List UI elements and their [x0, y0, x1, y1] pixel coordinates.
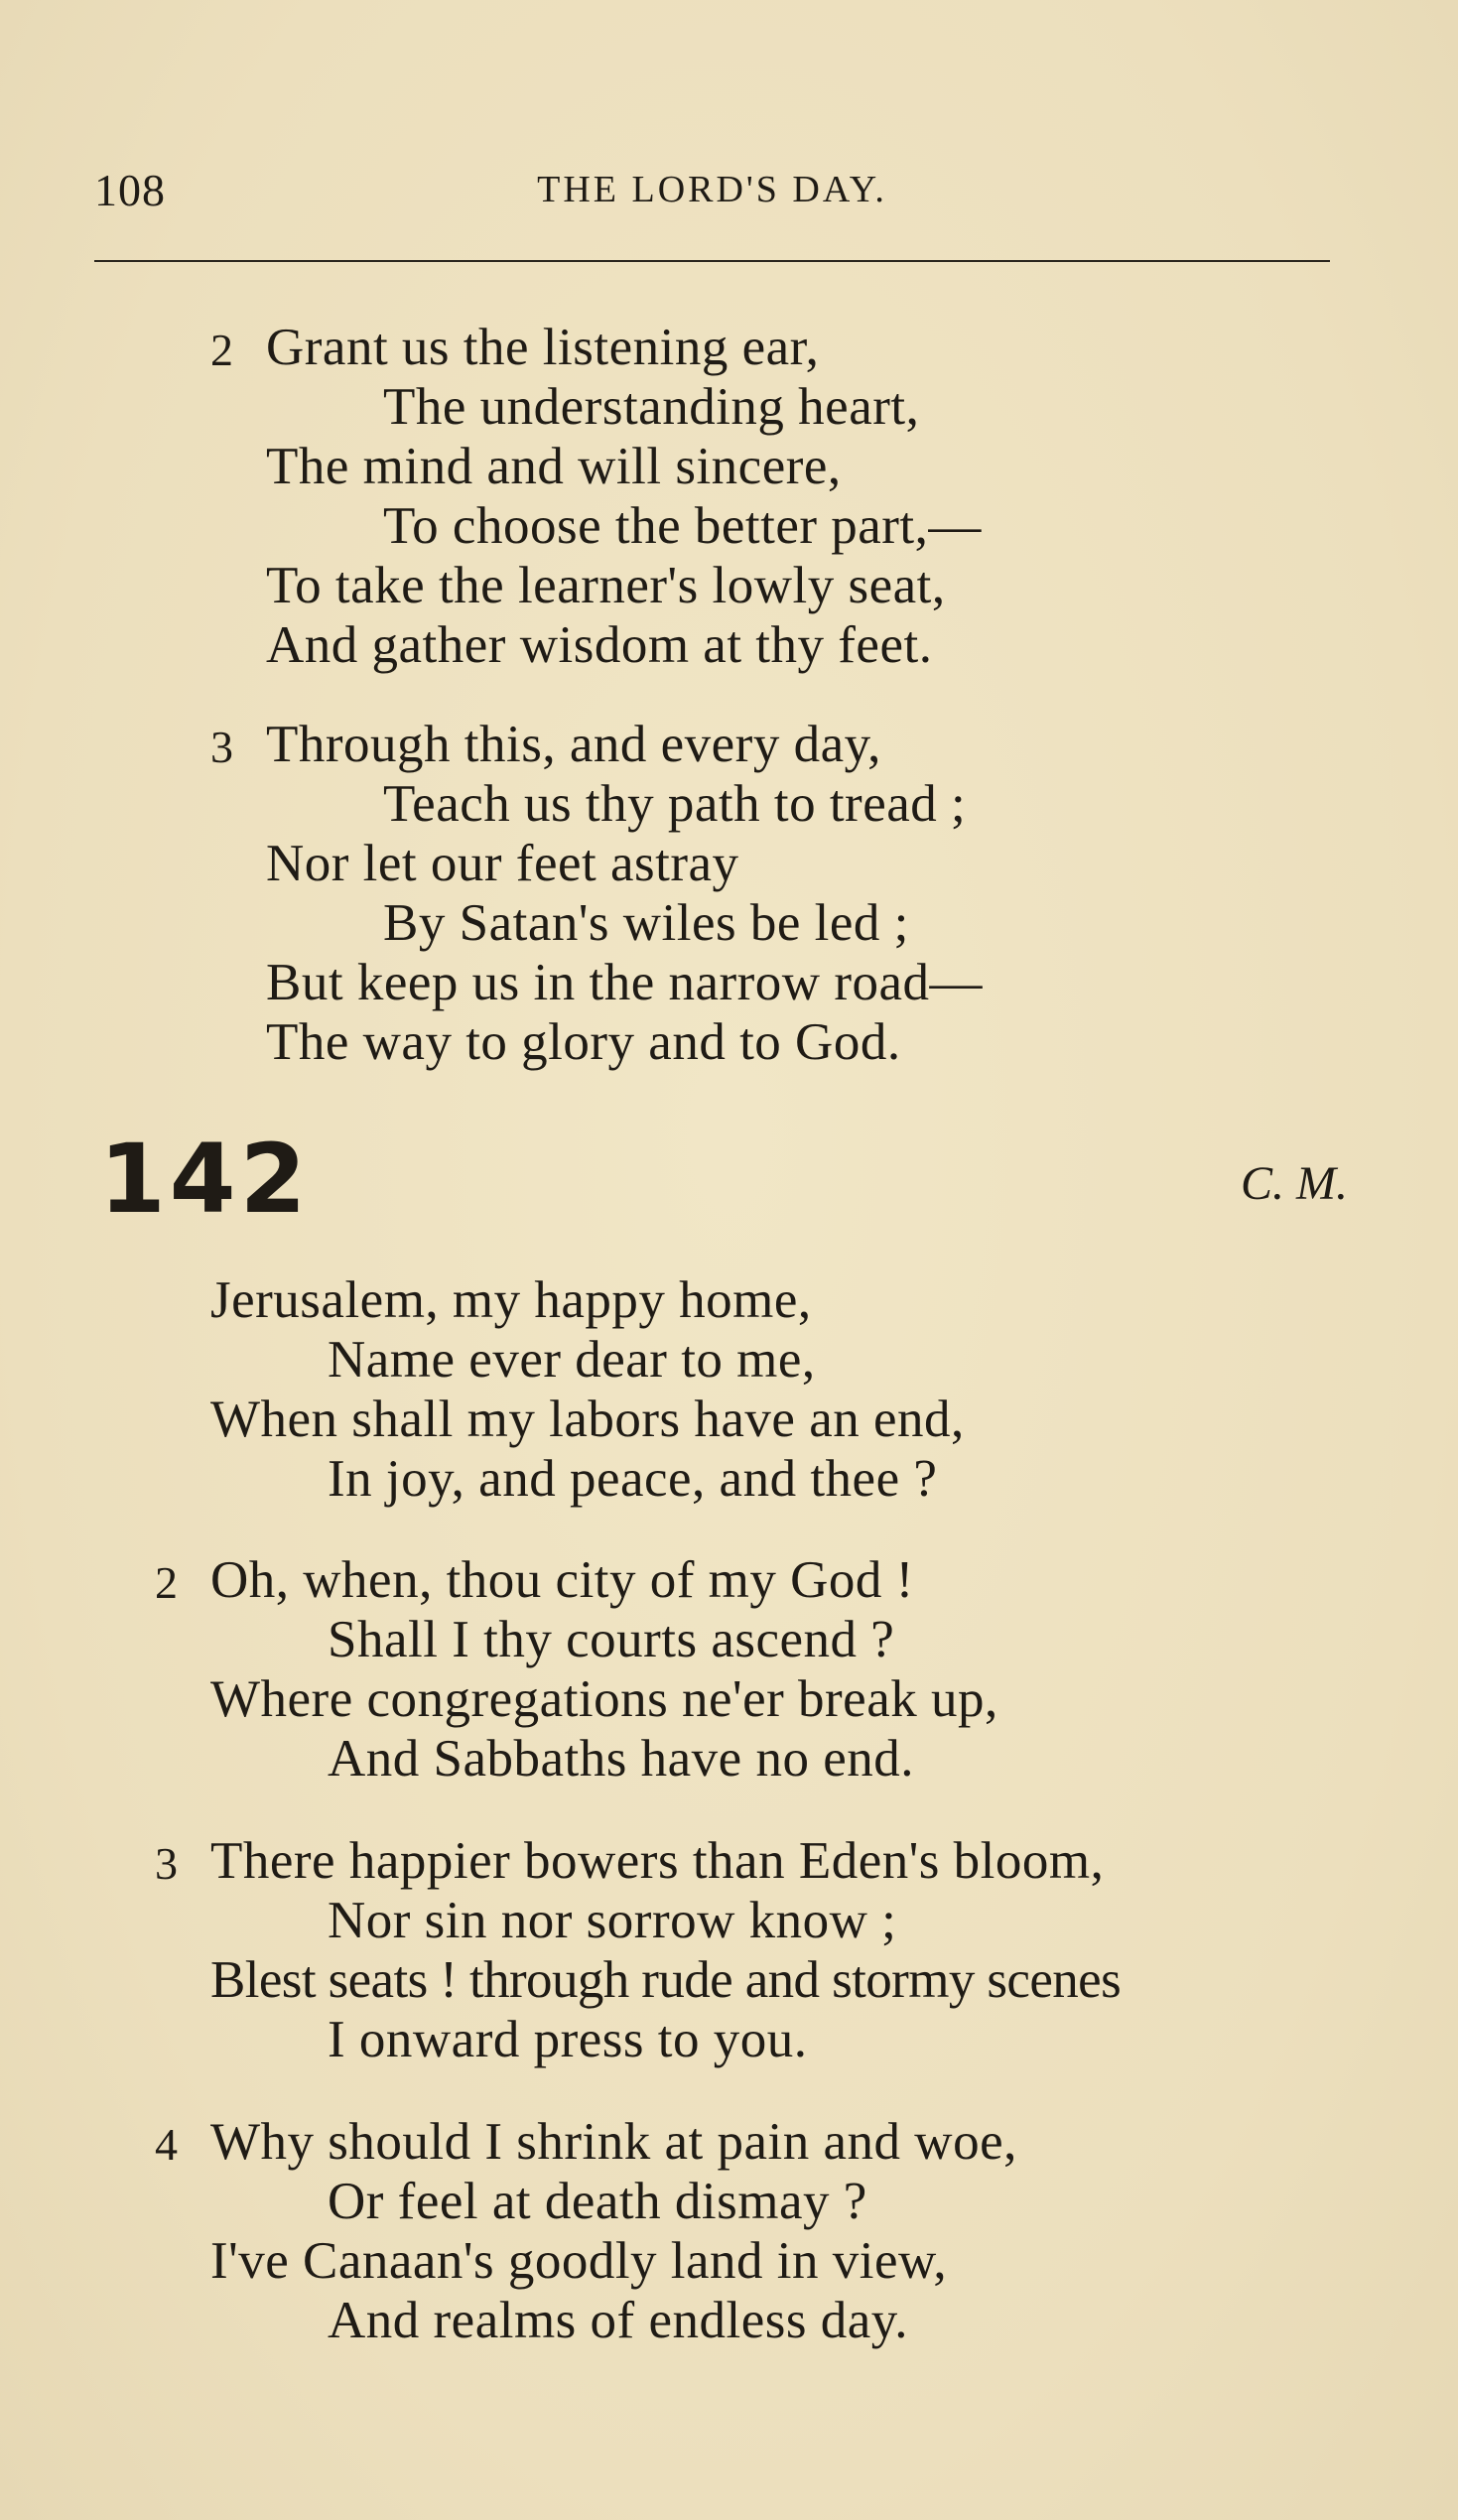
verse-line: In joy, and peace, and thee ? — [328, 1450, 938, 1508]
verse-line: Nor sin nor sorrow know ; — [328, 1892, 897, 1949]
verse-line: The way to glory and to God. — [266, 1013, 901, 1071]
verse-line: And realms of endless day. — [328, 2292, 909, 2349]
verse-line: I've Canaan's goodly land in view, — [210, 2232, 948, 2290]
running-head: THE LORD'S DAY. — [537, 169, 887, 210]
stanza-number: 3 — [210, 722, 233, 772]
verse-line: Where congregations ne'er break up, — [210, 1670, 998, 1728]
hymn-number: 142 — [99, 1124, 311, 1235]
page-number: 108 — [94, 165, 166, 215]
verse-line: Grant us the listening ear, — [266, 319, 820, 376]
verse-line: To choose the better part,— — [383, 497, 982, 555]
hymn-stanza-4 — [155, 2112, 1017, 2350]
verse-line: Blest seats ! through rude and stormy scenes — [210, 1951, 1122, 2009]
verse-line: Oh, when, thou city of my God ! — [210, 1551, 914, 1609]
page-header — [94, 164, 1330, 223]
verse-line: Jerusalem, my happy home, — [210, 1271, 812, 1329]
verse-line: When shall my labors have an end, — [210, 1391, 965, 1448]
verse-line: But keep us in the narrow road— — [266, 954, 983, 1011]
verse-line: Nor let our feet astray — [266, 835, 739, 892]
hymn-stanza-1 — [210, 1270, 965, 1509]
hymn-meter: C. M. — [1241, 1157, 1348, 1210]
hymn-stanza-3 — [155, 1831, 1122, 2069]
verse-line: Shall I thy courts ascend ? — [328, 1611, 895, 1668]
hymn-stanza-2 — [155, 1550, 998, 1789]
previous-hymn-stanza-3 — [210, 715, 983, 1072]
stanza-number: 4 — [155, 2119, 178, 2170]
stanza-number: 2 — [155, 1557, 178, 1608]
stanza-number: 3 — [155, 1838, 178, 1889]
verse-line: And Sabbaths have no end. — [328, 1730, 914, 1788]
verse-line: I onward press to you. — [328, 2011, 808, 2068]
previous-hymn-stanza-2 — [210, 318, 982, 675]
verse-line: Or feel at death dismay ? — [328, 2173, 867, 2230]
verse-line: By Satan's wiles be led ; — [383, 894, 909, 952]
verse-line: The mind and will sincere, — [266, 438, 842, 495]
verse-line: There happier bowers than Eden's bloom, — [210, 1832, 1105, 1890]
stanza-number: 2 — [210, 325, 233, 375]
header-rule — [94, 260, 1330, 262]
verse-line: The understanding heart, — [383, 378, 920, 436]
verse-line: Teach us thy path to tread ; — [383, 775, 967, 833]
verse-line: Name ever dear to me, — [328, 1331, 816, 1389]
verse-line: Through this, and every day, — [266, 716, 881, 773]
verse-line: Why should I shrink at pain and woe, — [210, 2113, 1017, 2171]
verse-line: To take the learner's lowly seat, — [266, 557, 946, 614]
verse-line: And gather wisdom at thy feet. — [266, 616, 933, 674]
